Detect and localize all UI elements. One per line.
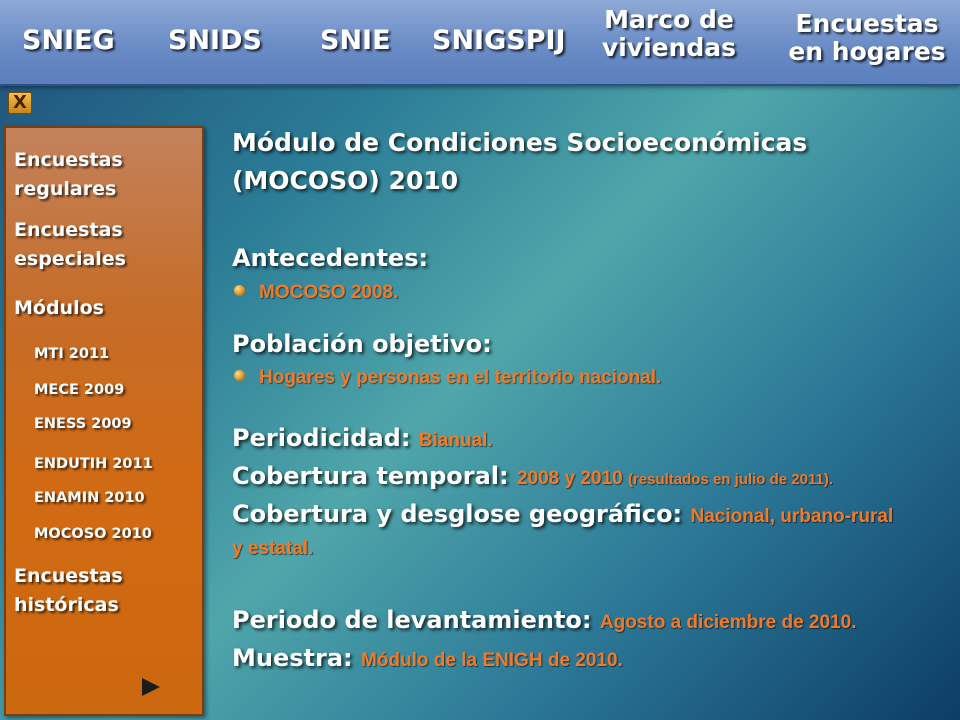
cobertura-temporal-value: 2008 y 2010: [516, 468, 628, 489]
page-title-line2: (MOCOSO) 2010: [232, 166, 459, 195]
levantamiento-value: Agosto a diciembre de 2010.: [599, 612, 857, 633]
sidebar-item-modulos[interactable]: Módulos: [14, 297, 104, 319]
antecedentes-value: MOCOSO 2008.: [259, 282, 399, 303]
cobertura-temporal-label: Cobertura temporal:: [232, 462, 517, 490]
levantamiento-row: [232, 606, 856, 634]
antecedentes-item: [234, 282, 398, 304]
nav-marco-viviendas[interactable]: [584, 6, 754, 61]
sidebar-item-encuestas-historicas[interactable]: [14, 562, 123, 621]
sidebar-regulares-line1: Encuestas: [14, 149, 123, 171]
sidebar-subitem-enamin-2010[interactable]: ENAMIN 2010: [34, 490, 145, 506]
periodicidad-row: [232, 424, 493, 452]
poblacion-value: Hogares y personas en el territorio nacional.: [259, 367, 662, 388]
poblacion-heading: Población objetivo:: [232, 330, 492, 358]
nav-snids[interactable]: SNIDS: [168, 25, 262, 56]
next-arrow-icon[interactable]: [142, 678, 160, 696]
antecedentes-heading: Antecedentes:: [232, 244, 429, 272]
page-title-line1: Módulo de Condiciones Socioeconómicas: [232, 128, 808, 157]
muestra-label: Muestra:: [232, 644, 361, 672]
cobertura-temporal-row: [232, 462, 833, 490]
nav-snigspij[interactable]: SNIGSPIJ: [432, 25, 566, 56]
sidebar: [4, 126, 204, 716]
sidebar-subitem-endutih-2011[interactable]: ENDUTIH 2011: [34, 456, 153, 472]
nav-encuestas-line1: Encuestas: [795, 9, 939, 38]
bullet-icon: [234, 370, 245, 381]
close-icon[interactable]: X: [8, 92, 32, 114]
cobertura-geo-row: [232, 500, 893, 528]
nav-encuestas-hogares[interactable]: [782, 10, 952, 65]
sidebar-subitem-eness-2009[interactable]: ENESS 2009: [34, 416, 132, 432]
sidebar-subitem-mocoso-2010[interactable]: MOCOSO 2010: [34, 526, 152, 542]
levantamiento-label: Periodo de levantamiento:: [232, 606, 600, 634]
sidebar-subitem-mti-2011[interactable]: MTI 2011: [34, 346, 110, 362]
sidebar-item-encuestas-especiales[interactable]: [14, 216, 126, 275]
nav-marco-line2: viviendas: [601, 32, 737, 62]
muestra-value: Módulo de la ENIGH de 2010.: [361, 650, 623, 671]
periodicidad-label: Periodicidad:: [232, 424, 419, 452]
cobertura-geo-label: Cobertura y desglose geográfico:: [232, 500, 691, 528]
sidebar-subitem-mece-2009[interactable]: MECE 2009: [34, 382, 125, 398]
cobertura-geo-value1: Nacional, urbano-rural: [690, 506, 894, 527]
bullet-icon: [234, 285, 245, 296]
periodicidad-value: Bianual.: [418, 430, 493, 451]
muestra-row: [232, 644, 623, 672]
poblacion-item: [234, 367, 661, 389]
nav-marco-line1: Marco de: [604, 5, 734, 34]
nav-encuestas-line2: en hogares: [788, 36, 946, 66]
sidebar-historicas-line2: históricas: [14, 594, 119, 617]
top-nav-bar: [0, 0, 960, 86]
nav-snie[interactable]: SNIE: [320, 25, 391, 56]
sidebar-historicas-line1: Encuestas: [14, 565, 123, 587]
cobertura-temporal-note: (resultados en julio de 2011).: [627, 471, 834, 488]
sidebar-especiales-line2: especiales: [14, 248, 126, 271]
cobertura-geo-value2: y estatal.: [232, 538, 314, 559]
sidebar-item-encuestas-regulares[interactable]: [14, 146, 123, 205]
nav-snieg[interactable]: SNIEG: [22, 25, 115, 56]
sidebar-especiales-line1: Encuestas: [14, 219, 123, 241]
sidebar-regulares-line2: regulares: [14, 178, 117, 201]
